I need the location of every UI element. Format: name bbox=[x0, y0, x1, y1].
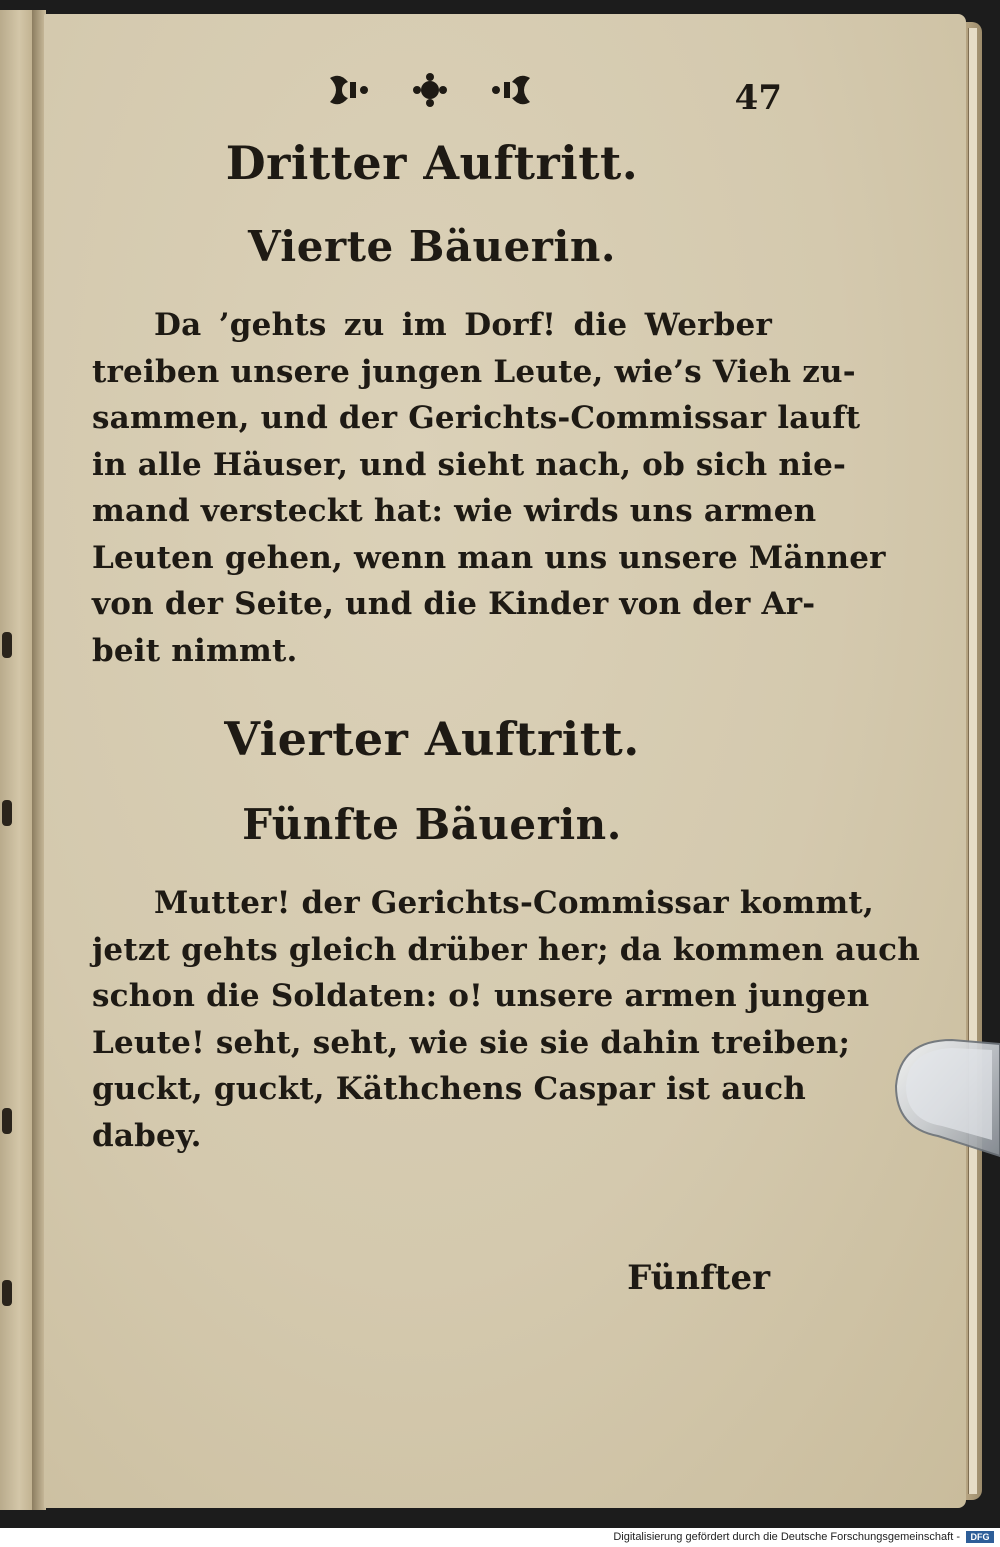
text-line: Leute! seht, seht, wie sie sie dahin treiben; bbox=[92, 1024, 851, 1061]
text-line: beit nimmt. bbox=[92, 632, 298, 669]
ink-mark bbox=[2, 1108, 12, 1134]
ornament-icon bbox=[320, 68, 540, 112]
text-line: Da ’gehts zu im Dorf! die Werber bbox=[154, 307, 772, 343]
text-line: treiben unsere jungen Leute, wie’s Vieh zu- bbox=[92, 353, 856, 390]
dfg-logo: DFG bbox=[966, 1531, 994, 1543]
page-number: 47 bbox=[734, 78, 782, 118]
text-line: Leuten gehen, wenn man uns unsere Männer bbox=[92, 539, 886, 576]
footer-credit: Digitalisierung gefördert durch die Deutsche Forschungsgemeinschaft - bbox=[613, 1531, 960, 1543]
speaker-heading: Fünfte Bäuerin. bbox=[242, 800, 622, 849]
text-line: in alle Häuser, und sieht nach, ob sich nie- bbox=[92, 446, 847, 483]
text-line: Mutter! der Gerichts-Commissar kommt, bbox=[154, 885, 874, 921]
dialogue-paragraph bbox=[92, 880, 920, 1159]
ink-mark bbox=[2, 632, 12, 658]
text-line: jetzt gehts gleich drüber her; da kommen auch bbox=[92, 931, 920, 968]
ink-mark bbox=[2, 800, 12, 826]
ink-mark bbox=[2, 1280, 12, 1306]
scene-title: Dritter Auftritt. bbox=[225, 136, 639, 190]
catchword: Fünfter bbox=[627, 1258, 770, 1298]
footer-bar bbox=[0, 1528, 1000, 1547]
scene-title: Vierter Auftritt. bbox=[224, 712, 640, 766]
text-line: dabey. bbox=[92, 1117, 202, 1154]
text-line: schon die Soldaten: o! unsere armen jungen bbox=[92, 978, 870, 1014]
text-line: von der Seite, und die Kinder von der Ar- bbox=[92, 586, 816, 622]
book-clip bbox=[892, 1036, 1000, 1160]
dialogue-paragraph bbox=[92, 302, 886, 674]
previous-page-edge bbox=[0, 10, 34, 1510]
text-line: sammen, und der Gerichts-Commissar lauft bbox=[92, 400, 861, 436]
speaker-heading: Vierte Bäuerin. bbox=[247, 222, 617, 271]
page-edge-highlight bbox=[968, 28, 977, 1494]
text-line: guckt, guckt, Käthchens Caspar ist auch bbox=[92, 1071, 807, 1107]
text-line: mand versteckt hat: wie wirds uns armen bbox=[92, 493, 817, 529]
